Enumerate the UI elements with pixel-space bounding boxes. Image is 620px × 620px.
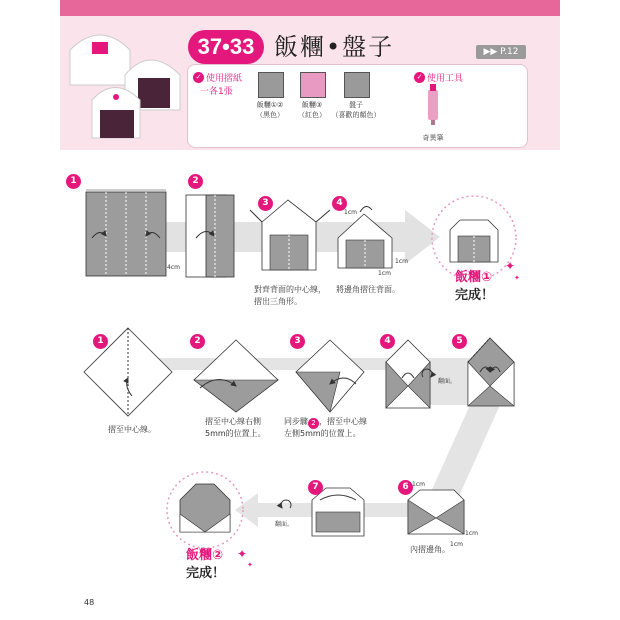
page-reference: ▶▶ P.12 (476, 45, 526, 59)
step-number: 3 (258, 196, 273, 211)
tool-caption: 奇異筆 (422, 134, 444, 142)
measure-label: 1cm (450, 541, 463, 548)
sparkle-icon: ✦ (247, 561, 253, 569)
s1-step2-diagram (186, 195, 234, 277)
measure-label: 1cm (465, 530, 478, 537)
check-icon: ✓ (193, 72, 204, 83)
step-number: 4 (332, 196, 347, 211)
step-4-note: 將邊角摺往背面。 (336, 285, 400, 294)
s2-step-6-note: 內摺邊角。 (410, 545, 450, 554)
step-3-note: 對齊背面的中心線， 摺出三角形。 (254, 285, 326, 306)
s2-step2-diagram (194, 340, 278, 412)
step-number: 1 (93, 334, 108, 349)
result-1-title: 飯糰① (455, 270, 493, 285)
step-number: 7 (308, 480, 323, 495)
s2-step3-diagram (296, 340, 364, 412)
flip-label: 翻面。 (275, 521, 294, 528)
step-number: 4 (380, 334, 395, 349)
page-title: 飯糰•盤子 (274, 33, 395, 61)
rice-ball-1-finished (450, 220, 498, 262)
step-number: 6 (398, 480, 413, 495)
check-icon: ✓ (414, 72, 425, 83)
measure-label: 4cm (167, 264, 180, 271)
sparkle-icon: ✦ (237, 547, 248, 561)
s2-step4-diagram (386, 340, 430, 408)
s2-step-3-note: 同步驟 2 ，摺至中心線 左側5mm的位置上。 (284, 417, 367, 438)
s2-step6-diagram (408, 490, 464, 534)
measure-label: 1cm (378, 270, 391, 277)
step-number: 2 (190, 334, 205, 349)
s2-step-1-note: 摺至中心線。 (108, 425, 156, 434)
paper-label: 使用摺紙 (206, 74, 243, 84)
sparkle-icon: ✦ (505, 259, 516, 273)
measure-label: 1cm (395, 258, 408, 265)
flip-label: 翻面。 (438, 378, 457, 385)
page-number: 48 (84, 598, 95, 607)
swatch-caption: 盤子 （喜歡的顏色） (331, 101, 381, 119)
result-2-complete: 完成！ (186, 566, 226, 581)
step-ref-badge: 2 (308, 418, 319, 429)
result-2-title: 飯糰② (186, 548, 224, 563)
step-number: 3 (290, 334, 305, 349)
rice-ball-2-finished (180, 484, 230, 532)
s2-step-2-note: 摺至中心線右側 5mm的位置上。 (205, 417, 266, 438)
measure-label: 1cm (344, 209, 357, 216)
tools-label: 使用工具 (427, 74, 464, 84)
s1-step1-diagram (86, 190, 166, 276)
sparkle-icon: ✦ (514, 274, 520, 282)
paper-quantity: 一各1張 (200, 87, 233, 97)
result-1-complete: 完成！ (455, 288, 495, 303)
s2-step5-diagram (468, 338, 514, 406)
swatch-caption: 飯糰①② （黑色） (256, 101, 284, 119)
s2-step7-diagram (312, 488, 364, 536)
step-number: 1 (66, 174, 81, 189)
step-number: 5 (452, 334, 467, 349)
step-badge: 37•33 (188, 30, 264, 64)
step-number: 2 (188, 174, 203, 189)
measure-label: 1cm (412, 481, 425, 488)
swatch-caption: 飯糰③ （紅色） (298, 101, 326, 119)
